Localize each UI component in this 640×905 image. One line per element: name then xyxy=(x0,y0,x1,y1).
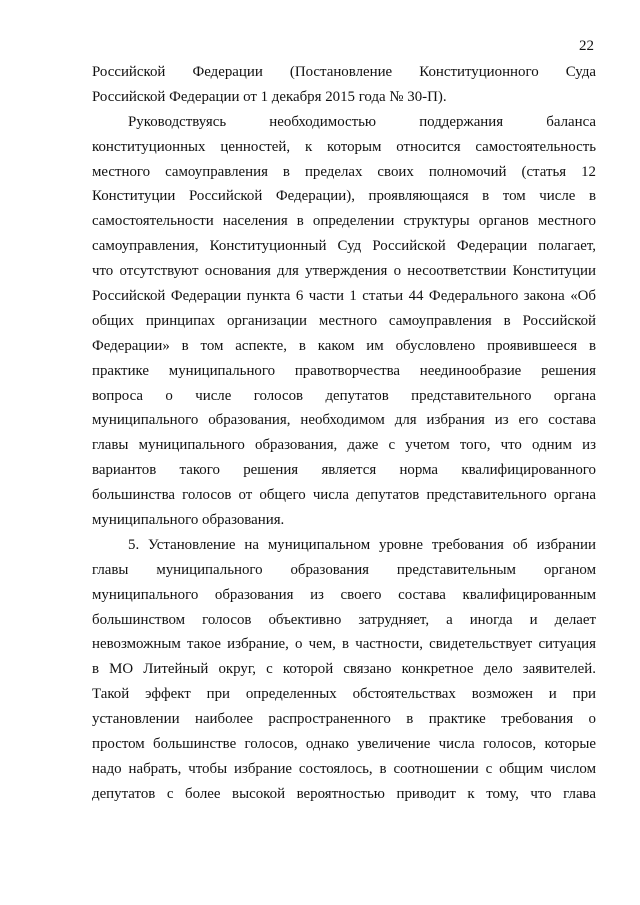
text-line: невозможным такое избрание, о чем, в частности, свидетельствует ситуация xyxy=(92,636,596,653)
text-line: Российской Федерации (Постановление Конституционного Суда xyxy=(92,64,596,80)
text-line: муниципального образования. xyxy=(92,512,285,529)
text-line: муниципального образования из своего состава квалифицированным xyxy=(92,586,596,603)
text-line: главы муниципального образования, даже с учетом того, что одним из xyxy=(92,437,596,454)
text-line: надо набрать, чтобы избрание состоялось, в соотношении с общим числом xyxy=(92,760,596,777)
text-line: самоуправления, Конституционный Суд Российской Федерации полагает, xyxy=(92,238,596,255)
text-line: Руководствуясь необходимостью поддержания баланса xyxy=(128,113,596,130)
text-line: Конституции Российской Федерации), проявляющаяся в том числе в xyxy=(92,188,596,205)
text-line: практике муниципального правотворчества неединообразие решения xyxy=(92,362,596,379)
text-line: общих принципах организации местного самоуправления в Российской xyxy=(92,312,596,329)
text-line: большинством голосов объективно затрудняет, а иногда и делает xyxy=(92,611,596,628)
text-line: Федерации» в том аспекте, в каком им обусловлено проявившееся в xyxy=(92,337,596,354)
paragraph xyxy=(92,60,596,110)
text-line: Российской Федерации от 1 декабря 2015 года № 30-П). xyxy=(92,88,447,105)
text-line: вариантов такого решения является норма квалифицированного xyxy=(92,462,596,479)
text-line: вопроса о числе голосов депутатов представительного органа xyxy=(92,387,596,404)
text-line: Российской Федерации пункта 6 части 1 статьи 44 Федерального закона «Об xyxy=(92,288,596,305)
paragraph xyxy=(92,533,596,807)
text-line: 5. Установление на муниципальном уровне требования об избрании xyxy=(128,536,596,553)
text-line: простом большинстве голосов, однако увеличение числа голосов, которые xyxy=(92,736,596,753)
text-line: депутатов с более высокой вероятностью приводит к тому, что глава xyxy=(92,785,596,802)
paragraph xyxy=(92,110,596,533)
text-line: большинства голосов от общего числа депутатов представительного органа xyxy=(92,487,596,504)
text-line: местного самоуправления в пределах своих полномочий (статья 12 xyxy=(92,163,596,180)
text-line: главы муниципального образования представительным органом xyxy=(92,561,596,578)
text-line: установлении наиболее распространенного в практике требования о xyxy=(92,711,596,728)
text-line: муниципального образования, необходимом для избрания из его состава xyxy=(92,412,596,429)
text-line: в МО Литейный округ, с которой связано конкретное дело заявителей. xyxy=(92,661,596,678)
text-line: самостоятельности населения в определении структуры органов местного xyxy=(92,213,596,230)
document-body xyxy=(92,60,596,807)
text-line: что отсутствуют основания для утверждения о несоответствии Конституции xyxy=(92,263,596,280)
page-number: 22 xyxy=(579,38,594,54)
text-line: конституционных ценностей, к которым относится самостоятельность xyxy=(92,138,596,155)
text-line: Такой эффект при определенных обстоятельствах возможен и при xyxy=(92,686,596,703)
